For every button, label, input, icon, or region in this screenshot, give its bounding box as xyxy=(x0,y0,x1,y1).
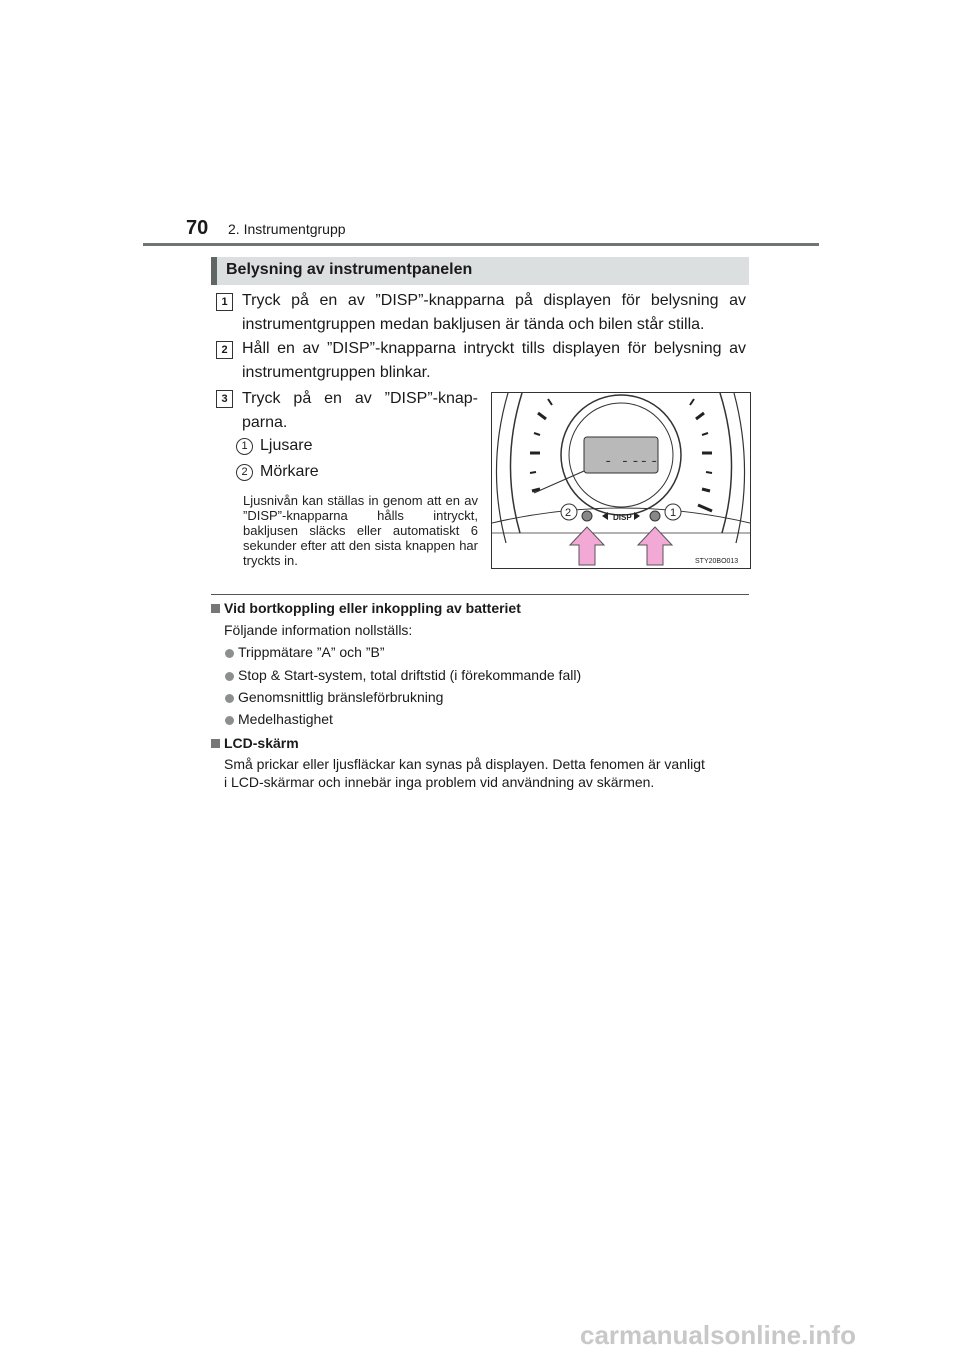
disp-button-label: DISP xyxy=(613,513,632,522)
sub-item-2-label: Mörkare xyxy=(260,463,319,480)
step-3-marker: 3 xyxy=(216,390,233,408)
lcd-body-line-1: Små prickar eller ljusfläckar kan synas på displayen. Detta fenomen är vanligt xyxy=(224,756,705,772)
callout-right: 1 xyxy=(670,507,677,519)
bullet-dot-icon xyxy=(225,716,234,725)
sub-item-1-marker: 1 xyxy=(236,438,253,455)
step-3-text: Tryck på en av ”DISP”-knap-parna. xyxy=(242,390,478,431)
bullet-dot-icon xyxy=(225,694,234,703)
section-title: 2. Instrumentgrupp xyxy=(228,221,346,237)
battery-heading: Vid bortkoppling eller inkoppling av batteriet xyxy=(224,600,521,616)
lcd-heading: LCD-skärm xyxy=(224,735,299,751)
page-number: 70 xyxy=(186,217,209,239)
step-2-marker: 2 xyxy=(216,341,233,359)
square-bullet-icon xyxy=(211,739,220,748)
battery-bullet-2: Stop & Start-system, total driftstid (i förekommande fall) xyxy=(238,667,582,683)
lcd-body-line-2: i LCD-skärmar och innebär inga problem vid användning av skärmen. xyxy=(224,774,655,790)
sub-item-1-label: Ljusare xyxy=(260,437,313,454)
watermark: carmanualsonline.info xyxy=(580,1320,856,1350)
figure-code: STY20BO013 xyxy=(695,558,739,565)
battery-bullet-4: Medelhastighet xyxy=(238,711,333,727)
svg-text:- ----: - - -- - xyxy=(604,454,659,470)
battery-bullet-1: Trippmätare ”A” och ”B” xyxy=(238,644,385,660)
battery-intro: Följande information nollställs: xyxy=(224,622,413,638)
callout-left: 2 xyxy=(565,507,572,519)
step-1-marker: 1 xyxy=(216,293,233,311)
instrument-cluster-figure xyxy=(491,392,751,569)
step-1-text: Tryck på en av ”DISP”-knapparna på displayen för belysning av instrumentgruppen medan bakljusen är tända och bilen står stilla. xyxy=(242,292,746,333)
bullet-dot-icon xyxy=(225,649,234,658)
square-bullet-icon xyxy=(211,604,220,613)
brightness-note: Ljusnivån kan ställas in genom att en av ”DISP”-knapparna hålls intryckt, bakljusen släcks eller automatiskt 6 sekunder efter att den sista knappen har tryckts in. xyxy=(243,493,478,568)
instrument-cluster-illustration xyxy=(492,393,750,568)
sub-item-2-marker: 2 xyxy=(236,464,253,481)
section-band-title: Belysning av instrumentpanelen xyxy=(226,261,473,278)
step-2-text: Håll en av ”DISP”-knapparna intryckt tills displayen för belysning av instrumentgruppen blinkar. xyxy=(242,340,746,381)
header-divider xyxy=(143,243,819,246)
section-band-accent xyxy=(211,257,217,285)
section-divider xyxy=(211,594,749,595)
bullet-dot-icon xyxy=(225,672,234,681)
battery-bullet-3: Genomsnittlig bränsleförbrukning xyxy=(238,689,444,705)
